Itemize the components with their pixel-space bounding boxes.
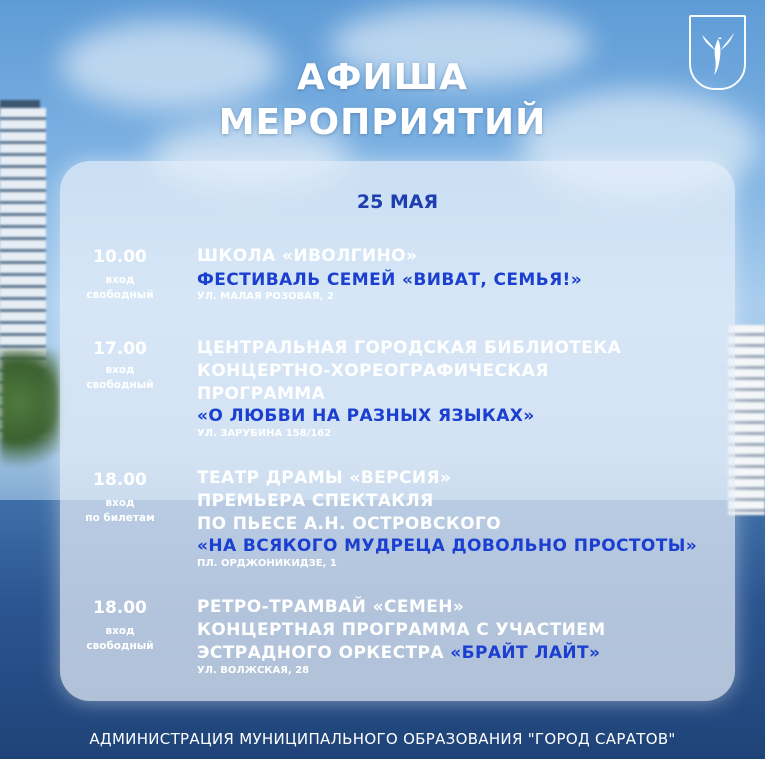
event-time: 17.00 [93,339,147,359]
event-venue: ЦЕНТРАЛЬНАЯ ГОРОДСКАЯ БИБЛИОТЕКА [197,338,622,358]
event-description: КОНЦЕРТНАЯ ПРОГРАММА С УЧАСТИЕМ [197,620,606,640]
event-highlight: «БРАЙТ ЛАЙТ» [450,643,601,663]
event-entry-line1: вход [105,364,135,376]
event-description: ПРОГРАММА [197,384,326,404]
event-highlight: «О ЛЮБВИ НА РАЗНЫХ ЯЗЫКАХ» [197,406,535,426]
event-description [197,643,600,663]
event-entry-line2: свободный [86,640,154,652]
event-address: УЛ. ВОЛЖСКАЯ, 28 [197,665,310,676]
event-entry-line2: свободный [86,289,154,301]
event-time: 18.00 [93,470,147,490]
event-address: УЛ. ЗАРУБИНА 158/162 [197,428,332,439]
page-title-line2: МЕРОПРИЯТИЙ [218,102,547,143]
event-highlight: ФЕСТИВАЛЬ СЕМЕЙ «ВИВАТ, СЕМЬЯ!» [197,270,583,290]
event-address: УЛ. МАЛАЯ РОЗОВАЯ, 2 [197,291,334,302]
event-venue: ШКОЛА «ИВОЛГИНО» [197,246,418,266]
event-time: 10.00 [93,247,147,267]
event-date: 25 МАЯ [356,191,439,213]
event-venue: РЕТРО-ТРАМВАЙ «СЕМЕН» [197,597,465,617]
event-highlight: «НА ВСЯКОГО МУДРЕЦА ДОВОЛЬНО ПРОСТОТЫ» [197,536,698,556]
event-entry-line2: свободный [86,379,154,391]
event-entry-line1: вход [105,274,135,286]
event-entry-label [60,496,180,526]
event-entry-label [60,363,180,393]
event-venue: ТЕАТР ДРАМЫ «ВЕРСИЯ» [197,468,452,488]
event-entry-label [60,273,180,303]
event-description-text: ЭСТРАДНОГО ОРКЕСТРА [197,643,444,663]
event-description: КОНЦЕРТНО-ХОРЕОГРАФИЧЕСКАЯ [197,361,549,381]
trees [0,350,60,480]
event-entry-label [60,624,180,654]
event-address: ПЛ. ОРДЖОНИКИДЗЕ, 1 [197,558,337,569]
event-entry-line1: вход [105,497,135,509]
footer-organization: АДМИНИСТРАЦИЯ МУНИЦИПАЛЬНОГО ОБРАЗОВАНИЯ "ГОРОД САРАТОВ" [89,730,676,748]
event-entry-line2: по билетам [85,512,155,524]
event-description: ПРЕМЬЕРА СПЕКТАКЛЯ [197,491,434,511]
event-description: ПО ПЬЕСЕ А.Н. ОСТРОВСКОГО [197,514,502,534]
event-entry-line1: вход [105,625,135,637]
page-title-line1: АФИША [296,57,469,98]
event-time: 18.00 [93,598,147,618]
